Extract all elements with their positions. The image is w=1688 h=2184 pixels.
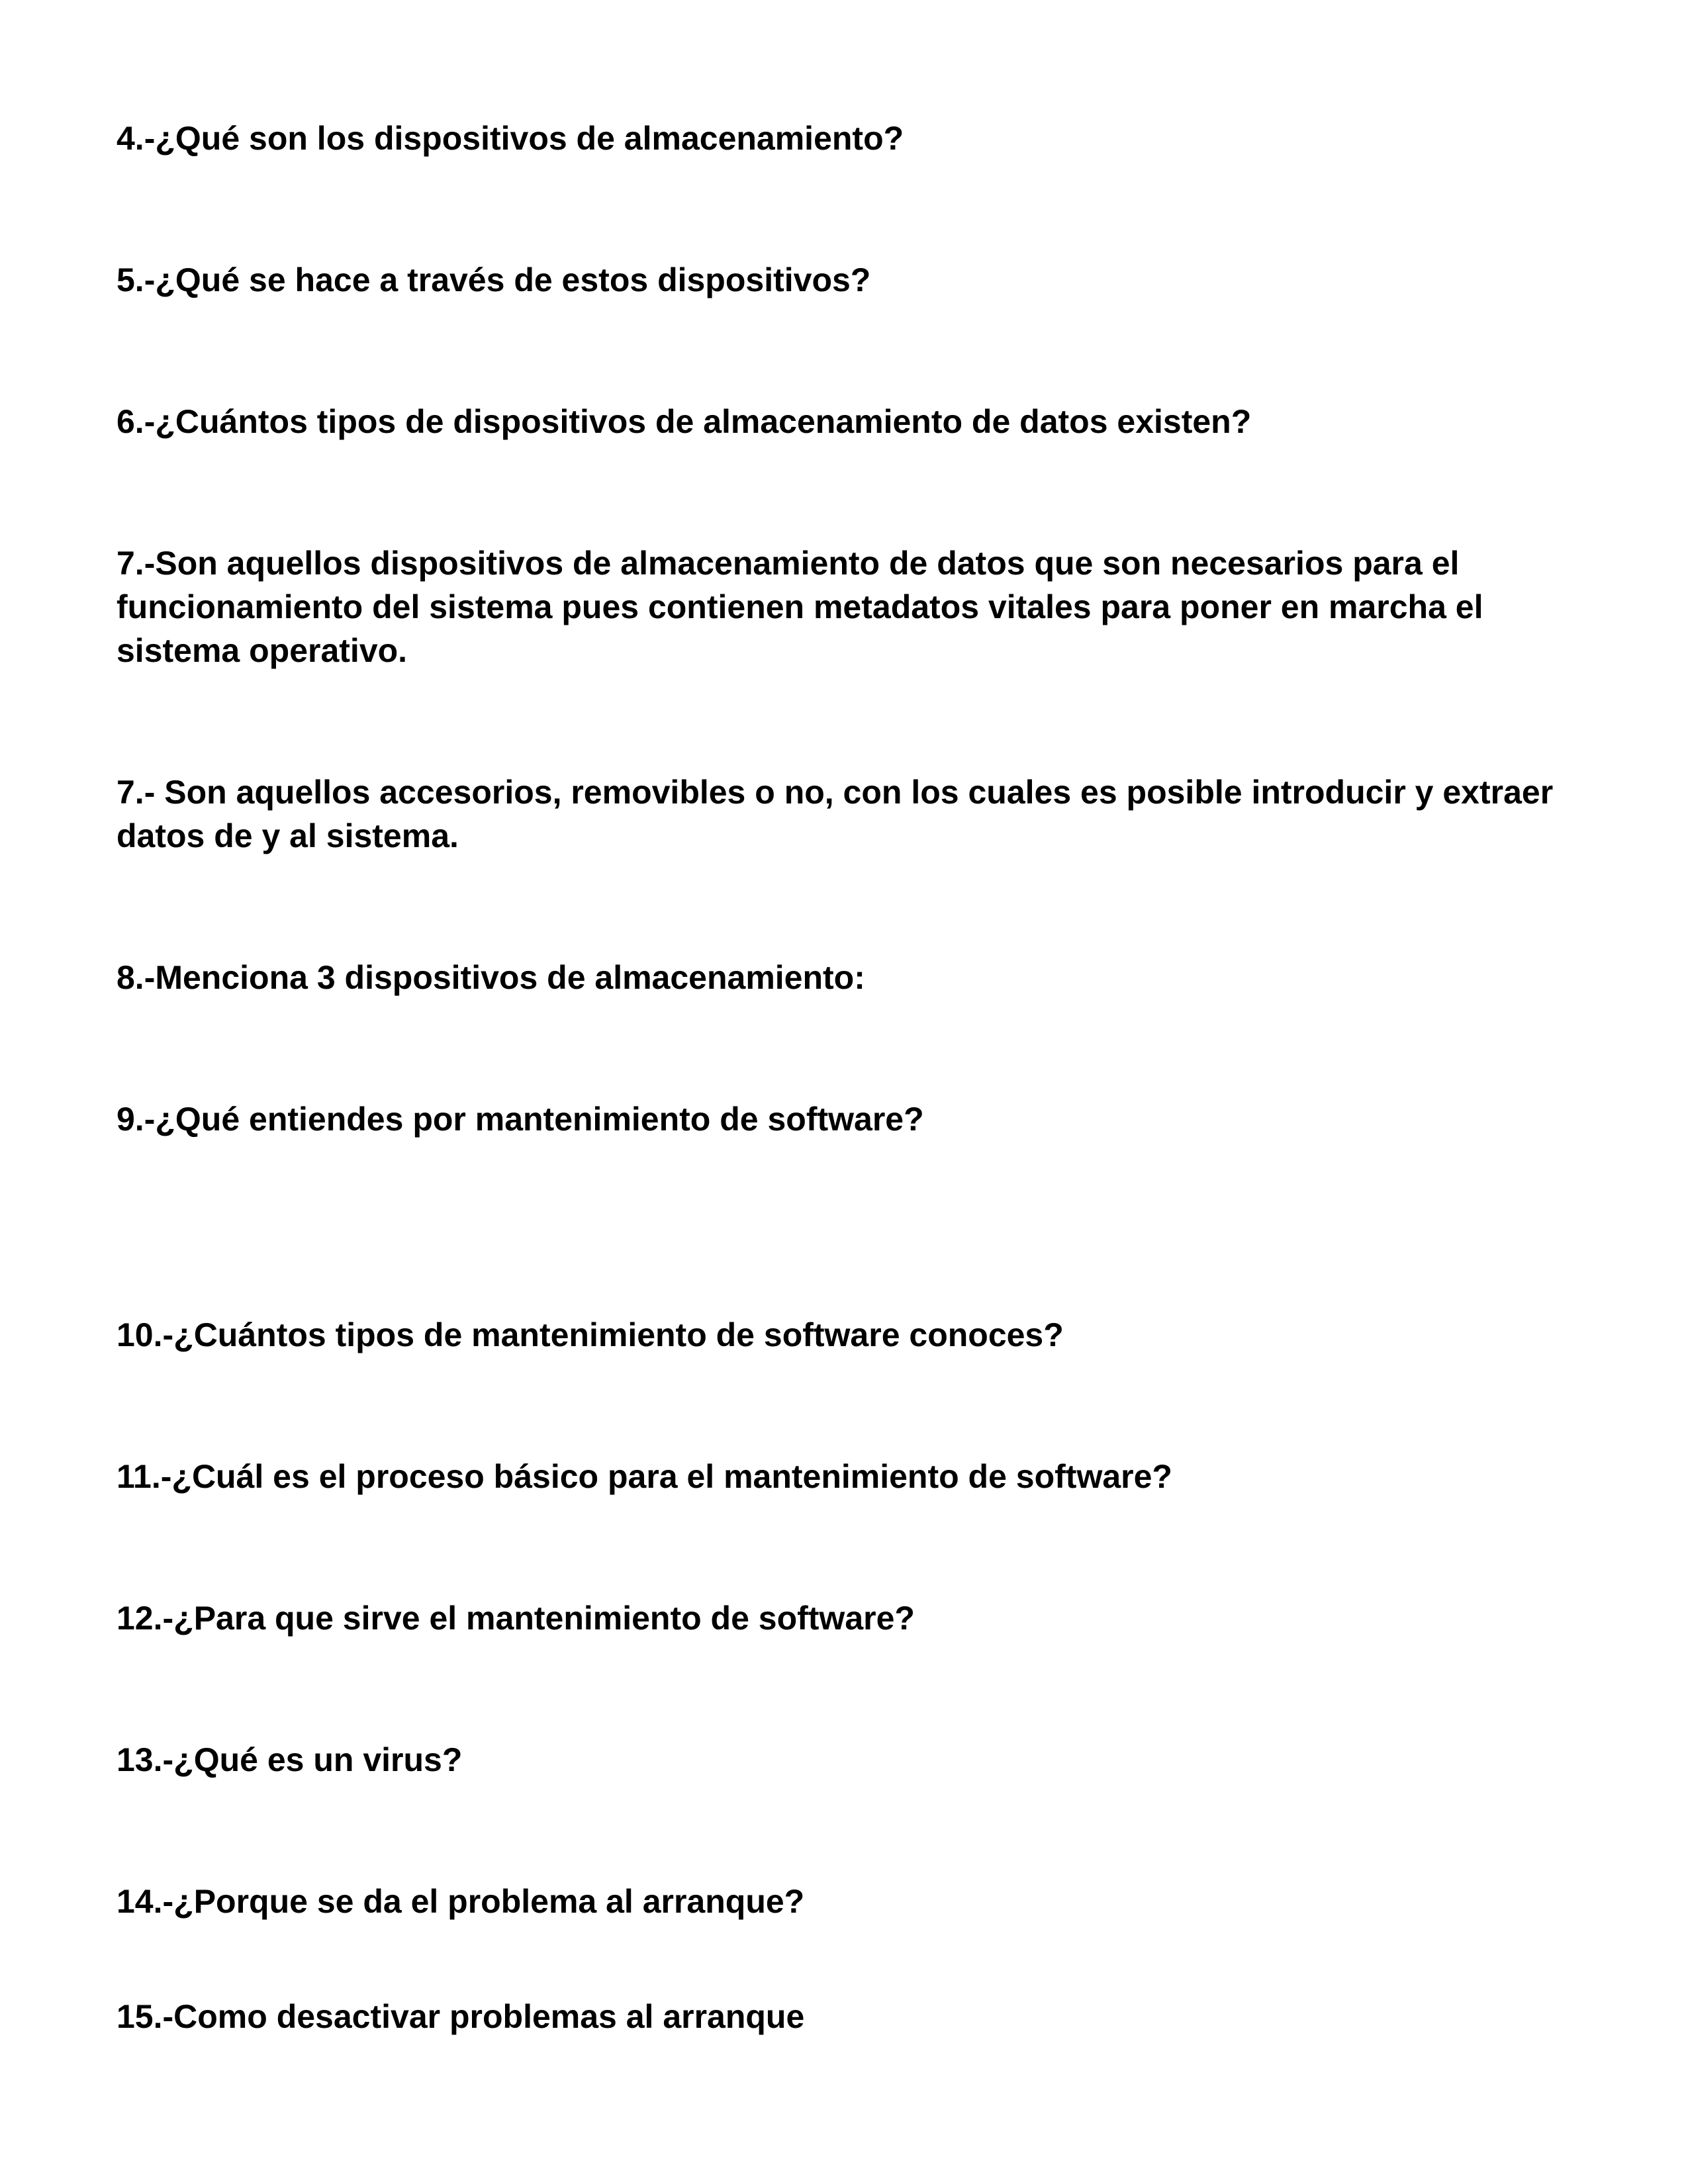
question-5: 5.-¿Qué se hace a través de estos dispositivos?: [117, 261, 871, 298]
statement-7-b: 7.- Son aquellos accesorios, removibles o no, con los cuales es posible introducir y extraer datos de y al sistema.: [117, 774, 1554, 854]
question-9: 9.-¿Qué entiendes por mantenimiento de software?: [117, 1101, 924, 1138]
question-4: 4.-¿Qué son los dispositivos de almacenamiento?: [117, 120, 904, 157]
question-11: 11.-¿Cuál es el proceso básico para el mantenimiento de software?: [117, 1458, 1172, 1495]
question-6: 6.-¿Cuántos tipos de dispositivos de almacenamiento de datos existen?: [117, 403, 1252, 440]
question-8: 8.-Menciona 3 dispositivos de almacenamiento:: [117, 959, 865, 996]
question-15: 15.-Como desactivar problemas al arranque: [117, 1998, 805, 2035]
question-14: 14.-¿Porque se da el problema al arranque?: [117, 1883, 805, 1920]
question-13: 13.-¿Qué es un virus?: [117, 1741, 463, 1778]
statement-7-a: 7.-Son aquellos dispositivos de almacenamiento de datos que son necesarios para el funcionamiento del sistema pues contienen metadatos vitales para poner en marcha el sistema operativo.: [117, 545, 1483, 669]
question-10: 10.-¿Cuántos tipos de mantenimiento de software conoces?: [117, 1316, 1064, 1353]
question-12: 12.-¿Para que sirve el mantenimiento de software?: [117, 1600, 915, 1637]
